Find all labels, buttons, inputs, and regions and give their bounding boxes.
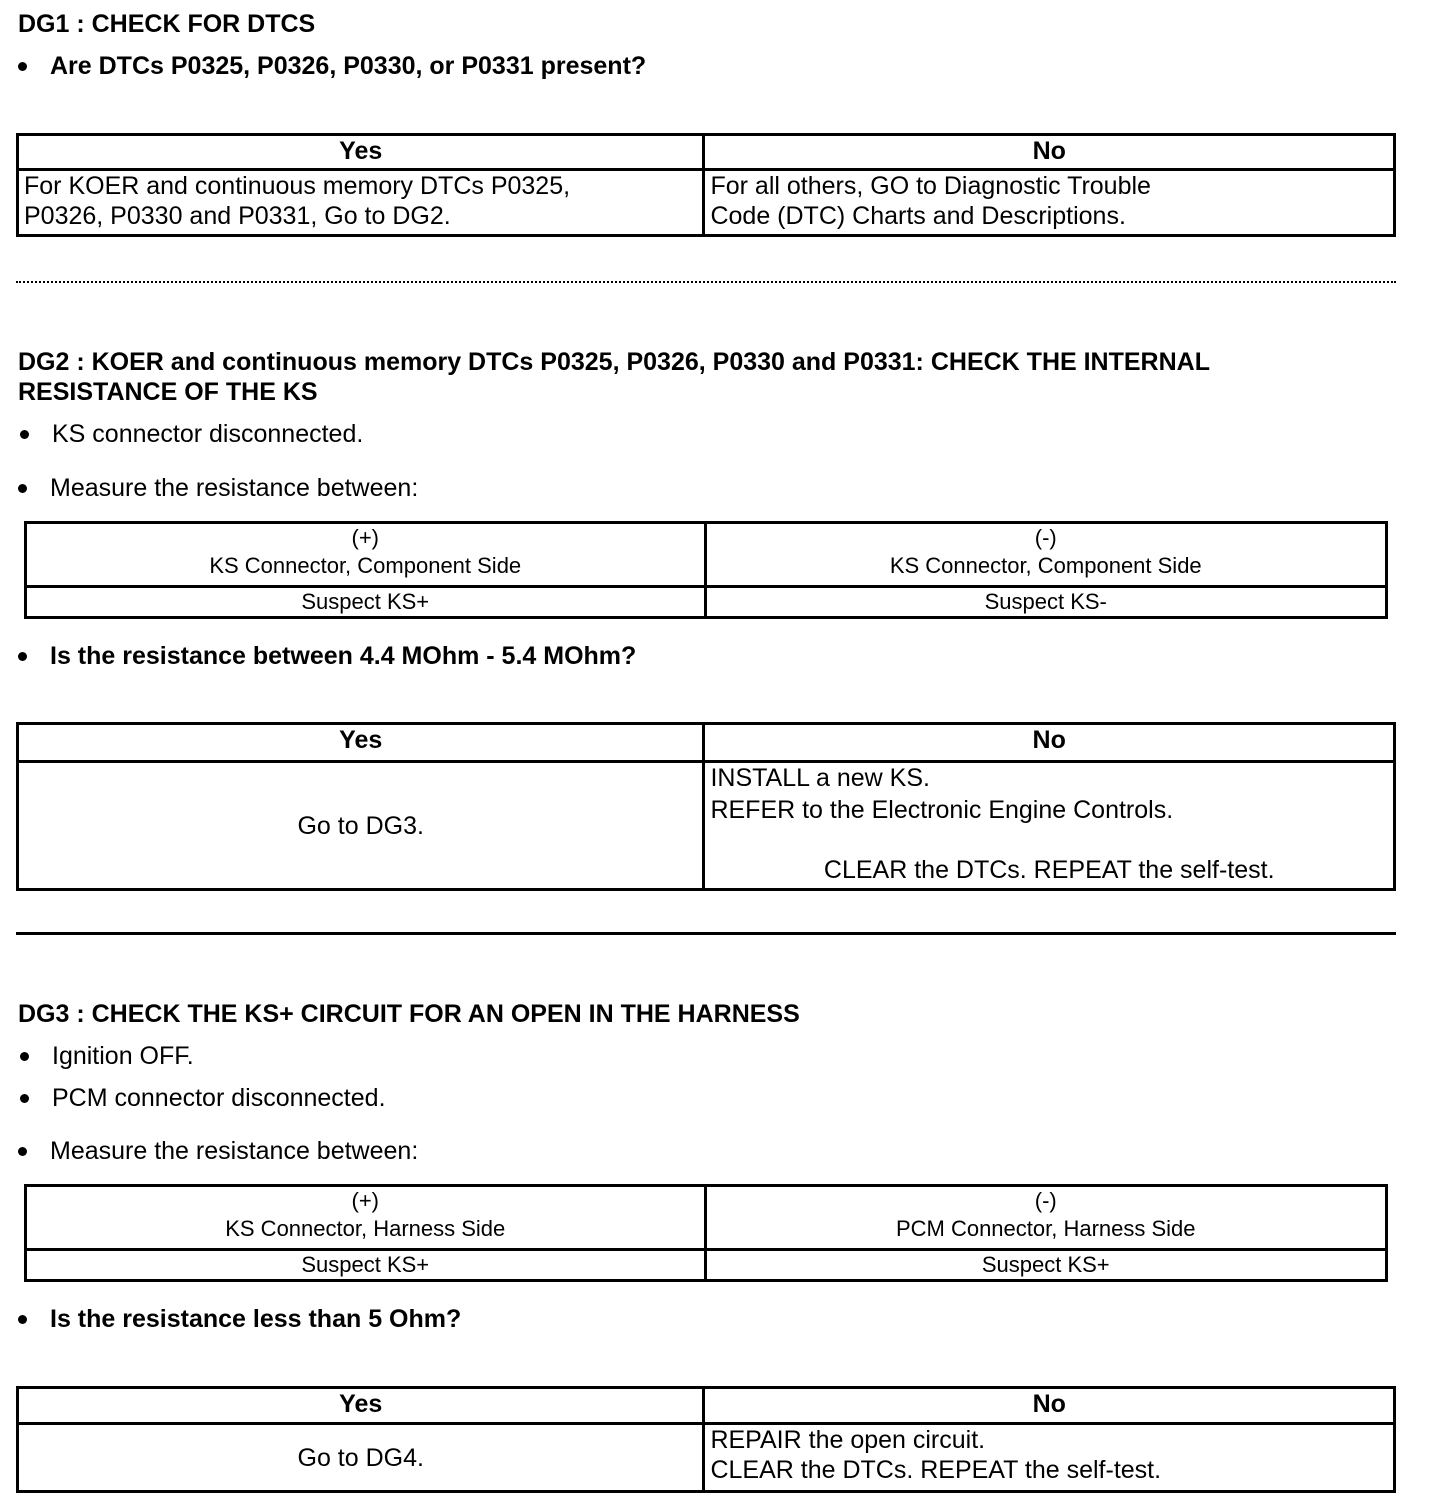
dg3-measure-table (24, 1184, 1388, 1282)
dg1-no-line-1: For all others, GO to Diagnostic Trouble (710, 172, 1151, 200)
dg3-no-cell (704, 1424, 1395, 1492)
dg1-no-cell (704, 170, 1395, 236)
dg2-plus-label: (+) (351, 525, 379, 550)
bullet-icon (18, 62, 27, 71)
dg3-plus-label: (+) (351, 1188, 379, 1213)
dg1-yes-header: Yes (18, 135, 704, 170)
dg3-no-line-1: REPAIR the open circuit. (710, 1426, 986, 1454)
dg2-bullet (20, 419, 920, 449)
dg2-bullet-text: KS connector disconnected. (52, 420, 364, 448)
dg3-bullet (20, 1041, 920, 1071)
dg3-minus-label: (-) (1034, 1188, 1057, 1213)
dg3-bullet (20, 1083, 920, 1113)
bullet-icon (20, 430, 29, 439)
dg1-result-table (16, 133, 1396, 237)
dg2-plus-cell (26, 523, 706, 587)
dg2-measure-table (24, 521, 1388, 619)
dg3-plus-pin: Suspect KS+ (26, 1250, 706, 1281)
dg3-minus-location: PCM Connector, Harness Side (895, 1216, 1196, 1241)
dg2-plus-location: KS Connector, Component Side (209, 553, 522, 578)
dg2-question (18, 641, 918, 671)
dg3-plus-cell (26, 1186, 706, 1250)
dg3-bullet-text: Measure the resistance between: (50, 1137, 419, 1165)
section-divider (16, 281, 1396, 283)
dg2-minus-pin: Suspect KS- (705, 587, 1387, 618)
dg3-question-text: Is the resistance less than 5 Ohm? (50, 1305, 462, 1333)
dg2-minus-location: KS Connector, Component Side (889, 553, 1202, 578)
dg2-no-header: No (704, 724, 1395, 762)
dg2-minus-label: (-) (1034, 525, 1057, 550)
dg2-no-line-3: CLEAR the DTCs. REPEAT the self-test. (823, 856, 1275, 884)
dg2-yes-cell: Go to DG3. (18, 762, 704, 890)
bullet-icon (18, 1147, 27, 1156)
dg3-bullet-text: PCM connector disconnected. (52, 1084, 386, 1112)
dg3-yes-header: Yes (18, 1388, 704, 1424)
dg1-question-text: Are DTCs P0325, P0326, P0330, or P0331 present? (50, 52, 647, 80)
dg3-minus-cell (705, 1186, 1387, 1250)
dg2-minus-cell (705, 523, 1387, 587)
dg3-bullet-text: Ignition OFF. (52, 1042, 194, 1070)
dg2-bullet (18, 473, 918, 503)
dg2-no-line-1: INSTALL a new KS. (710, 764, 930, 792)
dg2-heading-line-2: RESISTANCE OF THE KS (18, 378, 318, 406)
dg1-question (18, 51, 918, 81)
section-divider (16, 932, 1396, 935)
dg2-heading-line-1: DG2 : KOER and continuous memory DTCs P0325, P0326, P0330 and P0331: CHECK THE INTERNAL (18, 348, 1210, 376)
dg1-no-line-2: Code (DTC) Charts and Descriptions. (710, 202, 1126, 230)
dg3-minus-pin: Suspect KS+ (705, 1250, 1387, 1281)
bullet-icon (18, 1315, 27, 1324)
bullet-icon (20, 1052, 29, 1061)
dg2-yes-header: Yes (18, 724, 704, 762)
bullet-icon (18, 484, 27, 493)
dg3-no-line-2: CLEAR the DTCs. REPEAT the self-test. (710, 1456, 1162, 1484)
dg3-question (18, 1304, 918, 1334)
dg3-bullet (18, 1136, 918, 1166)
dg2-heading (18, 347, 1210, 407)
dg2-plus-pin: Suspect KS+ (26, 587, 706, 618)
dg3-result-table (16, 1386, 1396, 1493)
dg3-yes-cell: Go to DG4. (18, 1424, 704, 1492)
bullet-icon (20, 1094, 29, 1103)
dg1-no-header: No (704, 135, 1395, 170)
dg1-yes-line-2: P0326, P0330 and P0331, Go to DG2. (24, 202, 451, 230)
dg3-heading: DG3 : CHECK THE KS+ CIRCUIT FOR AN OPEN IN THE HARNESS (18, 1000, 800, 1028)
dg2-bullet-text: Measure the resistance between: (50, 474, 419, 502)
bullet-icon (18, 652, 27, 661)
dg3-no-header: No (704, 1388, 1395, 1424)
dg3-plus-location: KS Connector, Harness Side (225, 1216, 506, 1241)
dg2-question-text: Is the resistance between 4.4 MOhm - 5.4 MOhm? (50, 642, 637, 670)
dg1-yes-cell (18, 170, 704, 236)
dg1-heading: DG1 : CHECK FOR DTCS (18, 10, 316, 38)
dg2-no-line-2: REFER to the Electronic Engine Controls. (710, 796, 1174, 824)
dg2-no-cell (704, 762, 1395, 890)
dg1-yes-line-1: For KOER and continuous memory DTCs P0325, (24, 172, 571, 200)
dg2-result-table (16, 722, 1396, 891)
